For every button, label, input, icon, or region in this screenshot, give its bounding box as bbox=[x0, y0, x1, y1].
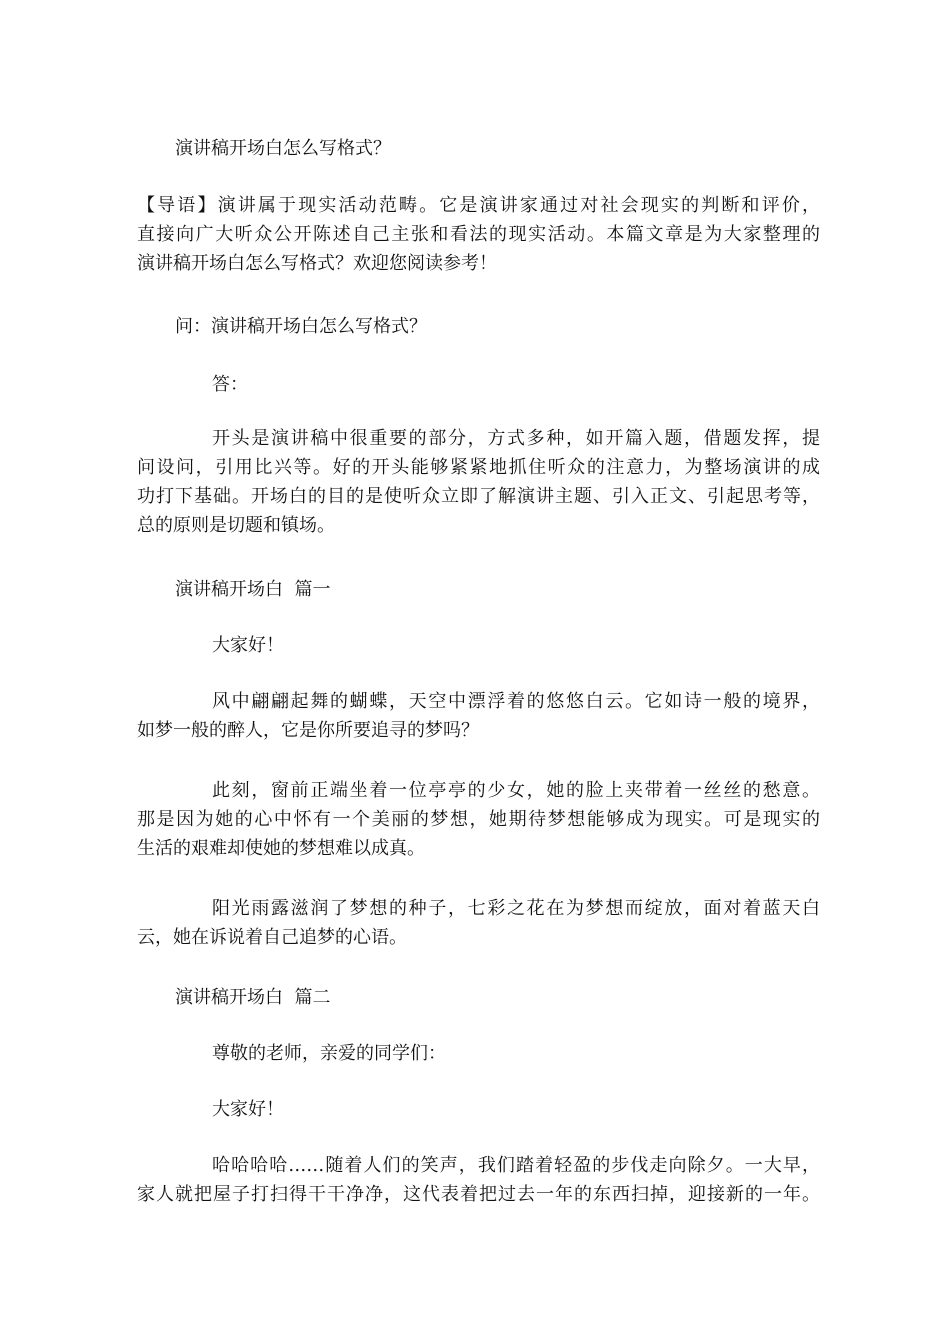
section2-salutation: 尊敬的老师，亲爱的同学们： bbox=[212, 1043, 446, 1064]
document-title: 演讲稿开场白怎么写格式？ bbox=[175, 138, 391, 159]
paragraph-line: 那是因为她的心中怀有一个美丽的梦想，她期待梦想能够成为现实。可是现实的 bbox=[137, 809, 820, 830]
answer-line: 问设问，引用比兴等。好的开头能够紧紧地抓住听众的注意力，为整场演讲的成 bbox=[137, 457, 820, 478]
intro-line: 直接向广大听众公开陈述自己主张和看法的现实活动。本篇文章是为大家整理的 bbox=[137, 224, 820, 245]
section2-paragraph-1 bbox=[137, 1151, 820, 1209]
section-heading-1: 演讲稿开场白 篇一 bbox=[175, 579, 331, 600]
section2-greeting: 大家好！ bbox=[212, 1099, 284, 1120]
answer-paragraph bbox=[137, 424, 820, 540]
question-paragraph: 问：演讲稿开场白怎么写格式？ bbox=[175, 316, 427, 337]
intro-line: 【导语】演讲属于现实活动范畴。它是演讲家通过对社会现实的判断和评价， bbox=[137, 195, 820, 216]
answer-line: 开头是演讲稿中很重要的部分，方式多种，如开篇入题，借题发挥，提 bbox=[212, 428, 820, 449]
paragraph-line: 家人就把屋子打扫得干干净净，这代表着把过去一年的东西扫掉，迎接新的一年。 bbox=[137, 1184, 820, 1205]
intro-line: 演讲稿开场白怎么写格式？欢迎您阅读参考！ bbox=[137, 253, 497, 274]
paragraph-line: 云，她在诉说着自己追梦的心语。 bbox=[137, 927, 407, 948]
section1-paragraph-2 bbox=[137, 776, 820, 863]
paragraph-line: 生活的艰难却使她的梦想难以成真。 bbox=[137, 838, 425, 859]
paragraph-line: 此刻，窗前正端坐着一位亭亭的少女，她的脸上夹带着一丝丝的愁意。 bbox=[212, 780, 820, 801]
answer-line: 总的原则是切题和镇场。 bbox=[137, 515, 335, 536]
paragraph-line: 阳光雨露滋润了梦想的种子，七彩之花在为梦想而绽放，面对着蓝天白 bbox=[212, 898, 820, 919]
section1-greeting: 大家好！ bbox=[212, 635, 284, 656]
section-heading-2: 演讲稿开场白 篇二 bbox=[175, 987, 331, 1008]
paragraph-line: 如梦一般的醉人，它是你所要追寻的梦吗？ bbox=[137, 720, 479, 741]
paragraph-line: 哈哈哈哈……随着人们的笑声，我们踏着轻盈的步伐走向除夕。一大早， bbox=[212, 1155, 820, 1176]
section1-paragraph-1 bbox=[137, 687, 820, 745]
intro-paragraph bbox=[137, 191, 820, 278]
answer-line: 功打下基础。开场白的目的是使听众立即了解演讲主题、引入正文、引起思考等， bbox=[137, 486, 820, 507]
section1-paragraph-3 bbox=[137, 894, 820, 952]
paragraph-line: 风中翩翩起舞的蝴蝶，天空中漂浮着的悠悠白云。它如诗一般的境界， bbox=[212, 691, 820, 712]
answer-label: 答： bbox=[212, 374, 248, 395]
